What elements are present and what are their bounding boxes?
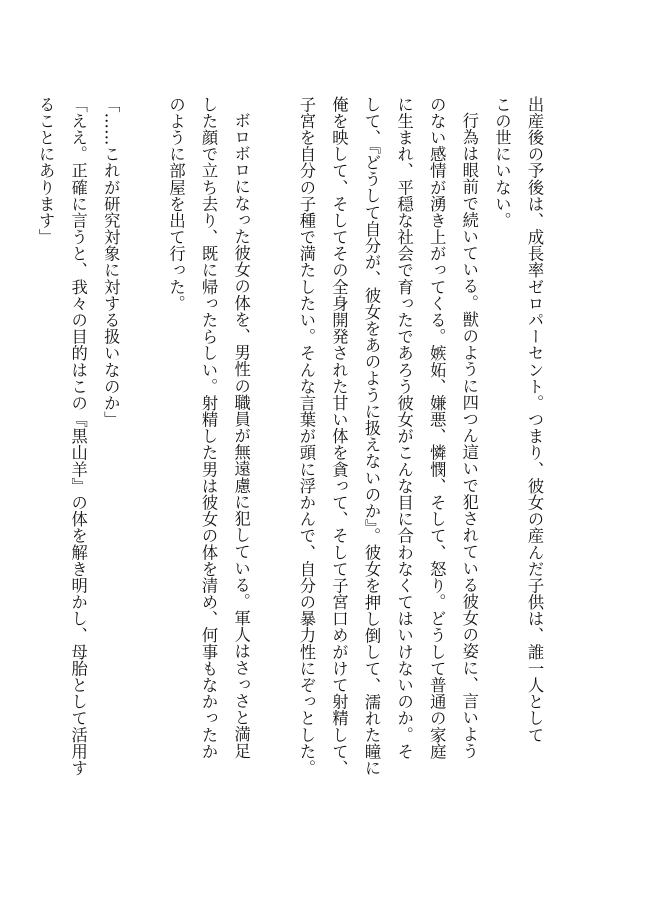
dialogue-question: 「……これが研究対象に対する扱いなのか」 [101,96,121,428]
dialogue-answer: 「ええ。正確に言うと、我々の目的はこの『黒山羊』の体を解き明かし、母胎として活用す ることにあります」 [36,96,88,777]
paragraph-outcome: 出産後の予後は、成長率ゼロパーセント。つまり、彼女の産んだ子供は、誰一人として この世にいない。 [492,96,544,744]
paragraph-observation: 行為は眼前で続いている。獣のように四つん這いで犯されている彼女の姿に、言いよう のない感情が湧き上がってくる。嫉妬、嫌悪、憐憫、そして、怒り。どうして普通の家庭 に生まれ、平穏な社会で育ったであろう彼女がこんな目に合わなくてはいけないのか。そ して、『どうして自分が、彼女をあのように扱えないのか』。彼女を押し倒して、濡れた瞳に 俺を映して、そしてその全身開発された甘い体を貪って、そして子宮口めがけて射精して、 子宮を自分の子種で満たしたい。そんな言葉が頭に浮かんで、自分の暴力性にぞっとした。 [296,96,479,777]
vertical-text-body [29,96,551,816]
paragraph-aftermath: ボロボロになった彼女の体を、男性の職員が無遠慮に犯している。軍人はさっさと満足 した顔で立ち去り、既に帰ったらしい。射精した男は彼女の体を清め、何事もなかったか のように部屋を出て行った。 [166,96,251,760]
